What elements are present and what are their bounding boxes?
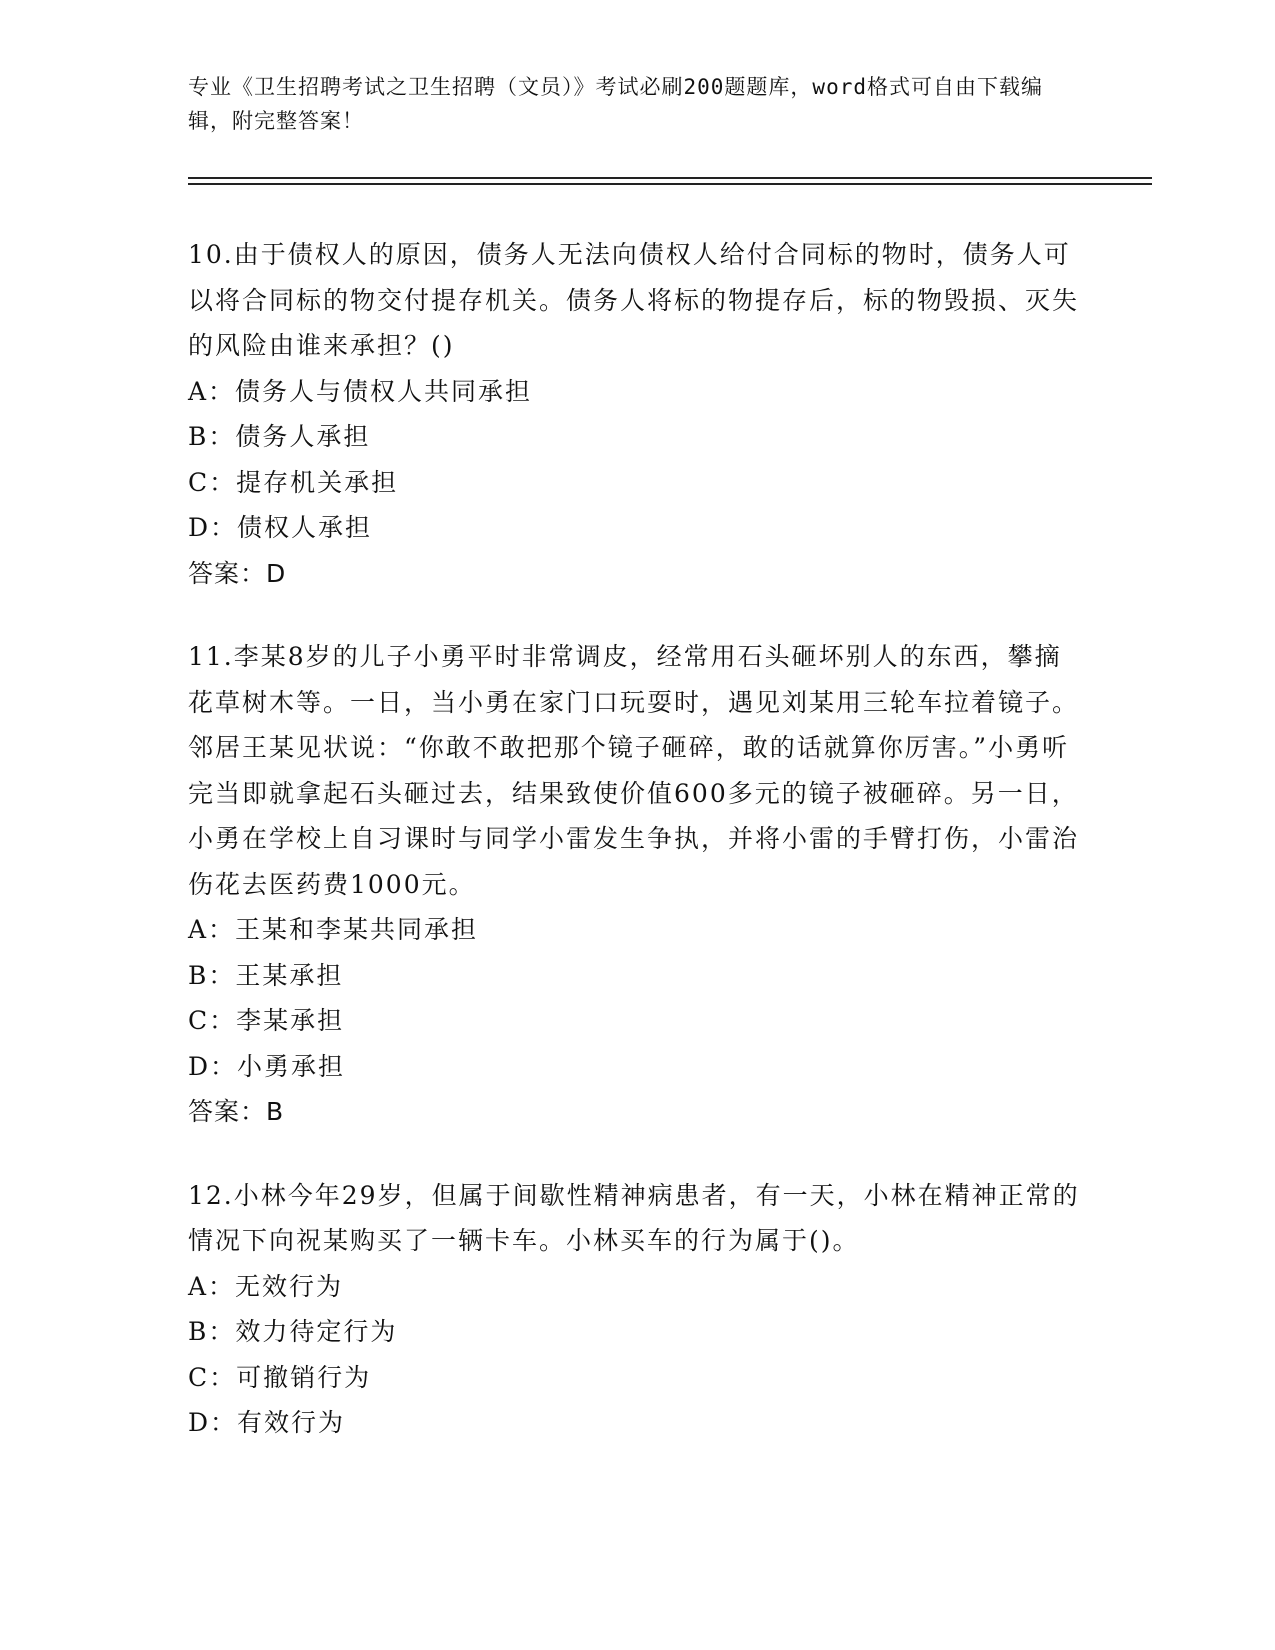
option-b: B：效力待定行为 <box>188 1317 398 1346</box>
question-11 <box>188 634 1088 1135</box>
option-a: A：无效行为 <box>188 1271 344 1301</box>
option-a: A：债务人与债权人共同承担 <box>188 376 533 406</box>
header-rule-bottom <box>188 183 1152 185</box>
option-d: D：有效行为 <box>188 1408 346 1437</box>
option-d: D：债权人承担 <box>188 513 373 542</box>
option-c: C：提存机关承担 <box>188 467 399 497</box>
question-12 <box>188 1173 1088 1446</box>
option-c: C：李某承担 <box>188 1006 345 1035</box>
option-b: B：王某承担 <box>188 960 344 990</box>
answer-line: 答案：B <box>188 1097 285 1126</box>
question-stem: 11.李某8岁的儿子小勇平时非常调皮，经常用石头砸坏别人的东西，攀摘花草树木等。一日，当小勇在家门口玩耍时，遇见刘某用三轮车拉着镜子。邻居王某见状说：“你敢不敢把那个镜子砸碎，敢的话就算你厉害。”小勇听完当即就拿起石头砸过去，结果致使价值600多元的镜子被砸碎。另一日，小勇在学校上自习课时与同学小雷发生争执，并将小雷的手臂打伤，小雷治伤花去医药费1000元。 <box>188 642 1080 899</box>
option-a: A：王某和李某共同承担 <box>188 915 479 944</box>
question-stem: 10.由于债权人的原因，债务人无法向债权人给付合同标的物时，债务人可以将合同标的物交付提存机关。债务人将标的物提存后，标的物毁损、灭失的风险由谁来承担？() <box>188 240 1080 360</box>
question-stem: 12.小林今年29岁，但属于间歇性精神病患者，有一天，小林在精神正常的情况下向祝某购买了一辆卡车。小林买车的行为属于()。 <box>188 1180 1080 1255</box>
option-c: C：可撤销行为 <box>188 1362 372 1392</box>
option-b: B：债务人承担 <box>188 422 371 451</box>
header-rule-top <box>188 177 1152 179</box>
answer-line: 答案：D <box>188 558 287 588</box>
question-10 <box>188 232 1088 596</box>
question-list <box>188 232 1088 1484</box>
option-d: D：小勇承担 <box>188 1051 346 1081</box>
document-header: 专业《卫生招聘考试之卫生招聘（文员）》考试必刷200题题库，word格式可自由下载编辑，附完整答案！ <box>188 75 1043 133</box>
